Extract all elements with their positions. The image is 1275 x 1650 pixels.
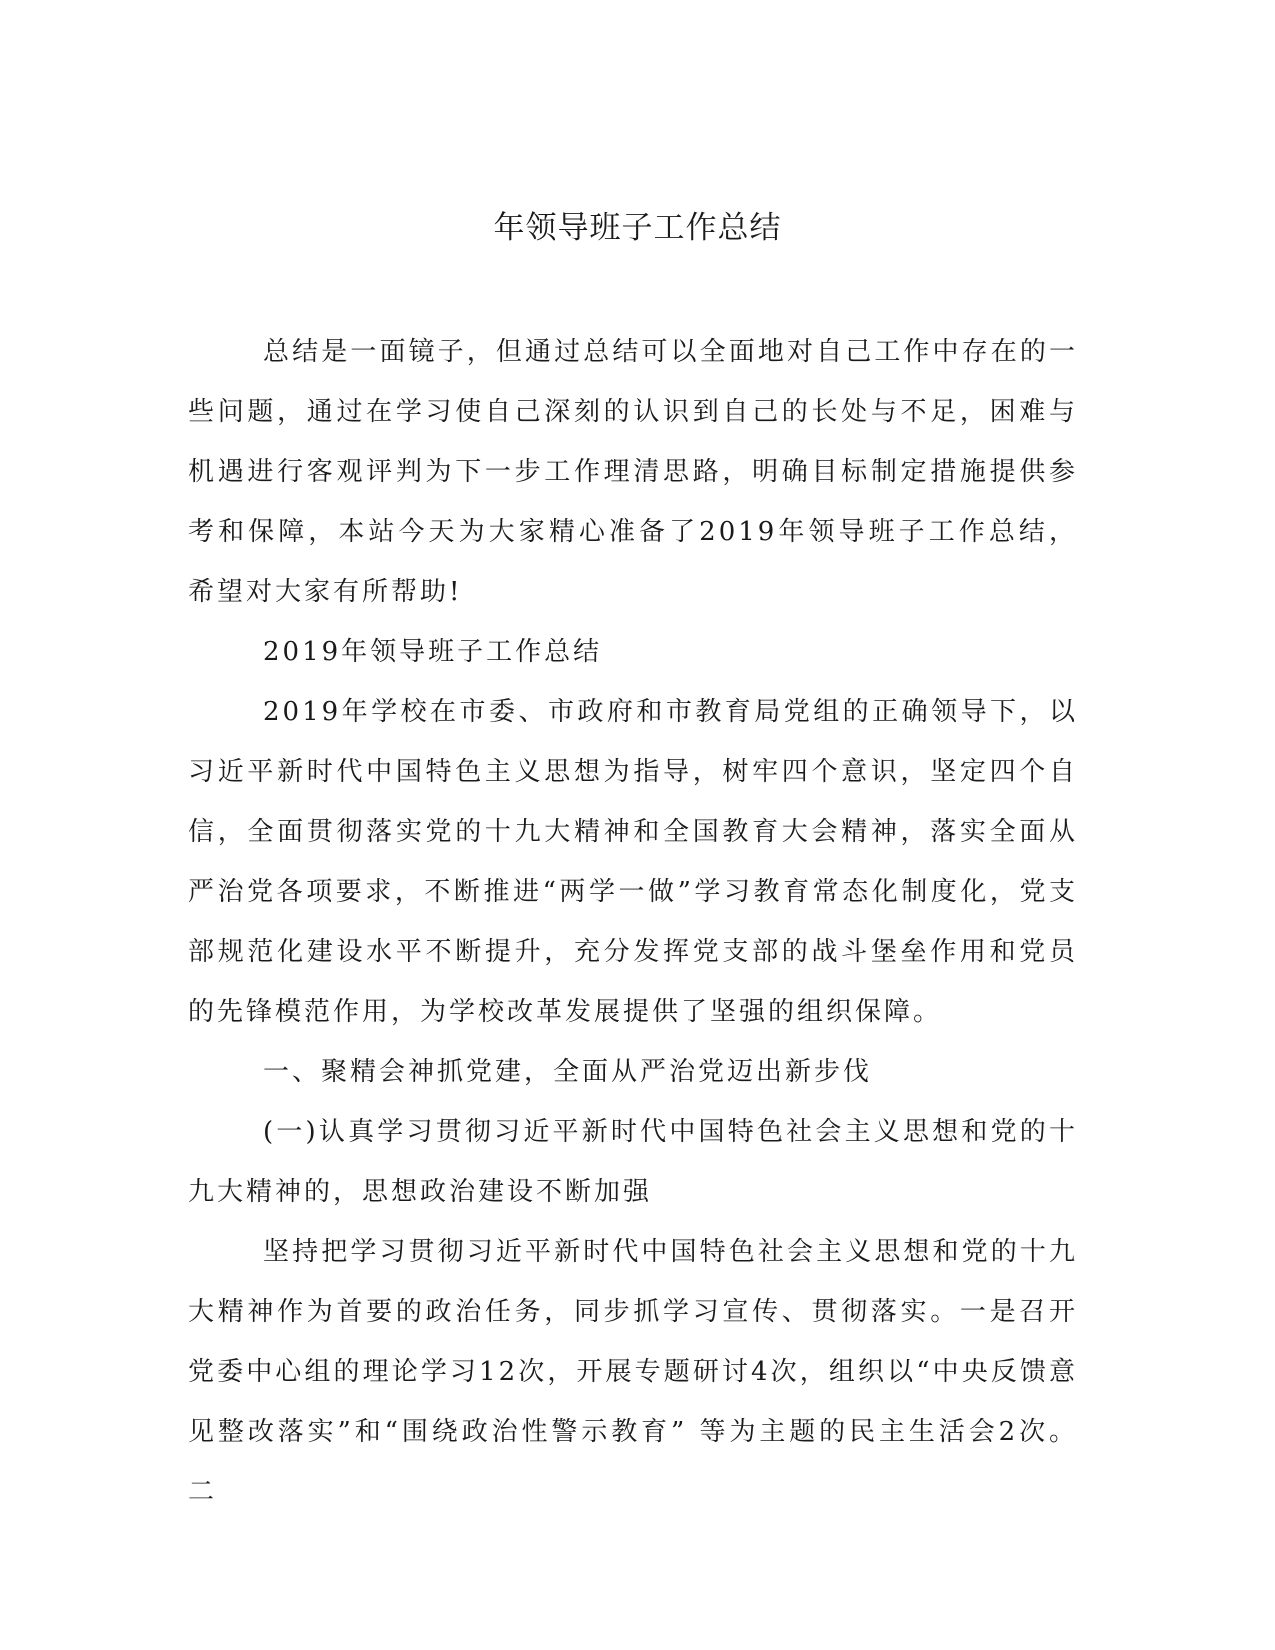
paragraph-overview: 2019年学校在市委、市政府和市教育局党组的正确领导下，以习近平新时代中国特色主义思想为指导，树牢四个意识，坚定四个自信，全面贯彻落实党的十九大精神和全国教育大会精神，落实全面从严治党各项要求，不断推进“两学一做”学习教育常态化制度化，党支部规范化建设水平不断提升，充分发挥党支部的战斗堡垒作用和党员的先锋模范作用，为学校改革发展提供了坚强的组织保障。	[188, 697, 1078, 1027]
paragraph-study: 坚持把学习贯彻习近平新时代中国特色社会主义思想和党的十九大精神作为首要的政治任务，同步抓学习宣传、贯彻落实。一是召开党委中心组的理论学习12次，开展专题研讨4次，组织以“中央反馈意见整改落实”和“围绕政治性警示教育” 等为主题的民主生活会2次。二	[188, 1237, 1078, 1507]
subsection-heading-1: (一)认真学习贯彻习近平新时代中国特色社会主义思想和党的十九大精神的，思想政治建设不断加强	[188, 1117, 1078, 1207]
document-title: 年领导班子工作总结	[493, 210, 782, 246]
paragraph-subtitle: 2019年领导班子工作总结	[263, 637, 603, 667]
paragraph-intro: 总结是一面镜子，但通过总结可以全面地对自己工作中存在的一些问题，通过在学习使自己深刻的认识到自己的长处与不足，困难与机遇进行客观评判为下一步工作理清思路，明确目标制定措施提供参考和保障，本站今天为大家精心准备了2019年领导班子工作总结，希望对大家有所帮助!	[188, 337, 1078, 607]
section-heading-1: 一、聚精会神抓党建，全面从严治党迈出新步伐	[263, 1057, 873, 1087]
document-body	[188, 322, 1078, 1522]
